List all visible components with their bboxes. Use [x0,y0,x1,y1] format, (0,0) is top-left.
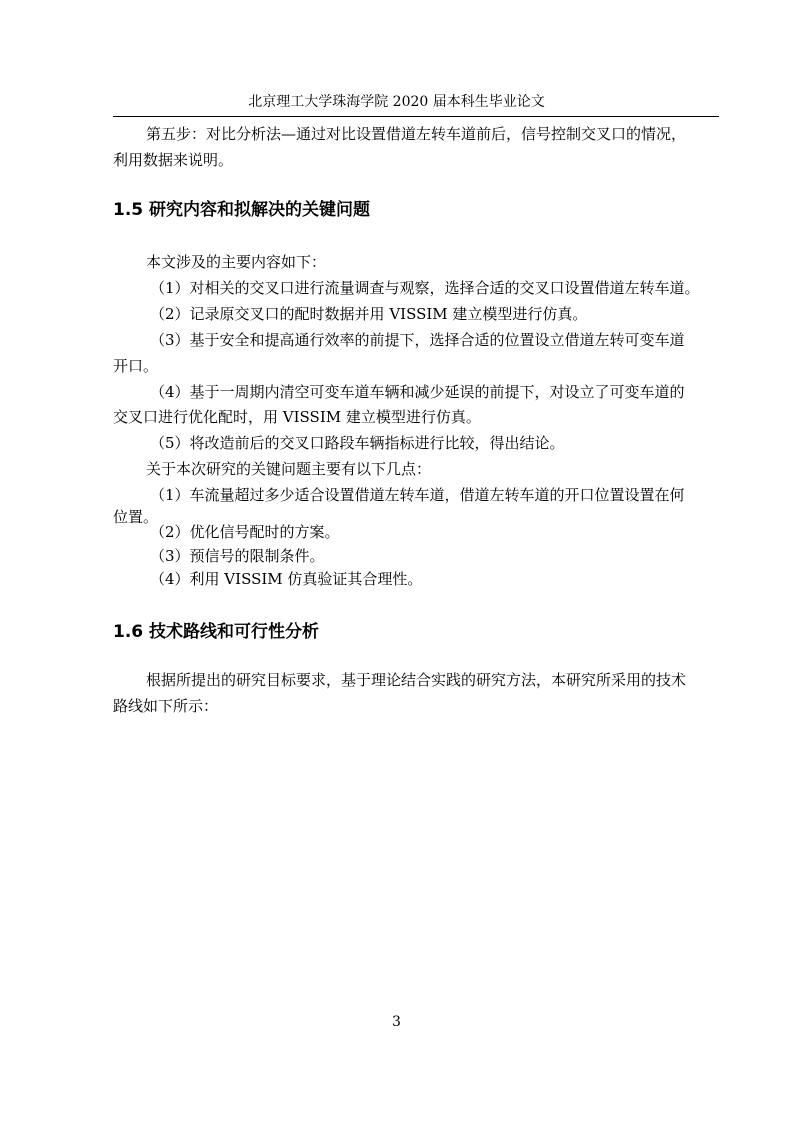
running-header: 北京理工大学珠海学院 2020 届本科生毕业论文 [248,94,545,110]
section-1-5-intro: 本文涉及的主要内容如下： [146,253,327,271]
step5-line-2: 利用数据来说明。 [113,151,234,169]
section-1-5-heading: 1.5 研究内容和拟解决的关键问题 [113,200,371,220]
content-item-1: （1）对相关的交叉口进行流量调查与观察，选择合适的交叉口设置借道左转车道。 [150,279,700,297]
key-item-1-line-1: （1）车流量超过多少适合设置借道左转车道，借道左转车道的开口位置设置在何 [150,486,685,504]
key-item-3: （3）预信号的限制条件。 [150,547,325,565]
key-item-2: （2）优化信号配时的方案。 [150,523,340,541]
step5-line-1: 第五步：对比分析法—通过对比设置借道左转车道前后，信号控制交叉口的情况， [146,125,687,143]
section-1-6-heading: 1.6 技术路线和可行性分析 [113,622,320,642]
content-item-4-line-1: （4）基于一周期内清空可变车道车辆和减少延误的前提下，对设立了可变车道的 [150,383,685,401]
content-item-4-line-2: 交叉口进行优化配时，用 VISSIM 建立模型进行仿真。 [113,408,481,426]
content-item-2: （2）记录原交叉口的配时数据并用 VISSIM 建立模型进行仿真。 [150,305,588,323]
page-number: 3 [392,1014,401,1030]
header-rule [113,116,719,117]
key-item-4: （4）利用 VISSIM 仿真验证其合理性。 [150,570,423,588]
section-1-6-line-1: 根据所提出的研究目标要求，基于理论结合实践的研究方法，本研究所采用的技术 [146,671,687,689]
content-item-5: （5）将改造前后的交叉口路段车辆指标进行比较，得出结论。 [150,434,565,452]
content-item-3-line-2: 开口。 [113,357,159,375]
section-1-6-line-2: 路线如下所示： [113,697,219,715]
key-item-1-line-2: 位置。 [113,508,159,526]
content-item-3-line-1: （3）基于安全和提高通行效率的前提下，选择合适的位置设立借道左转可变车道 [150,331,685,349]
key-issues-intro: 关于本次研究的关键问题主要有以下几点： [146,460,432,478]
